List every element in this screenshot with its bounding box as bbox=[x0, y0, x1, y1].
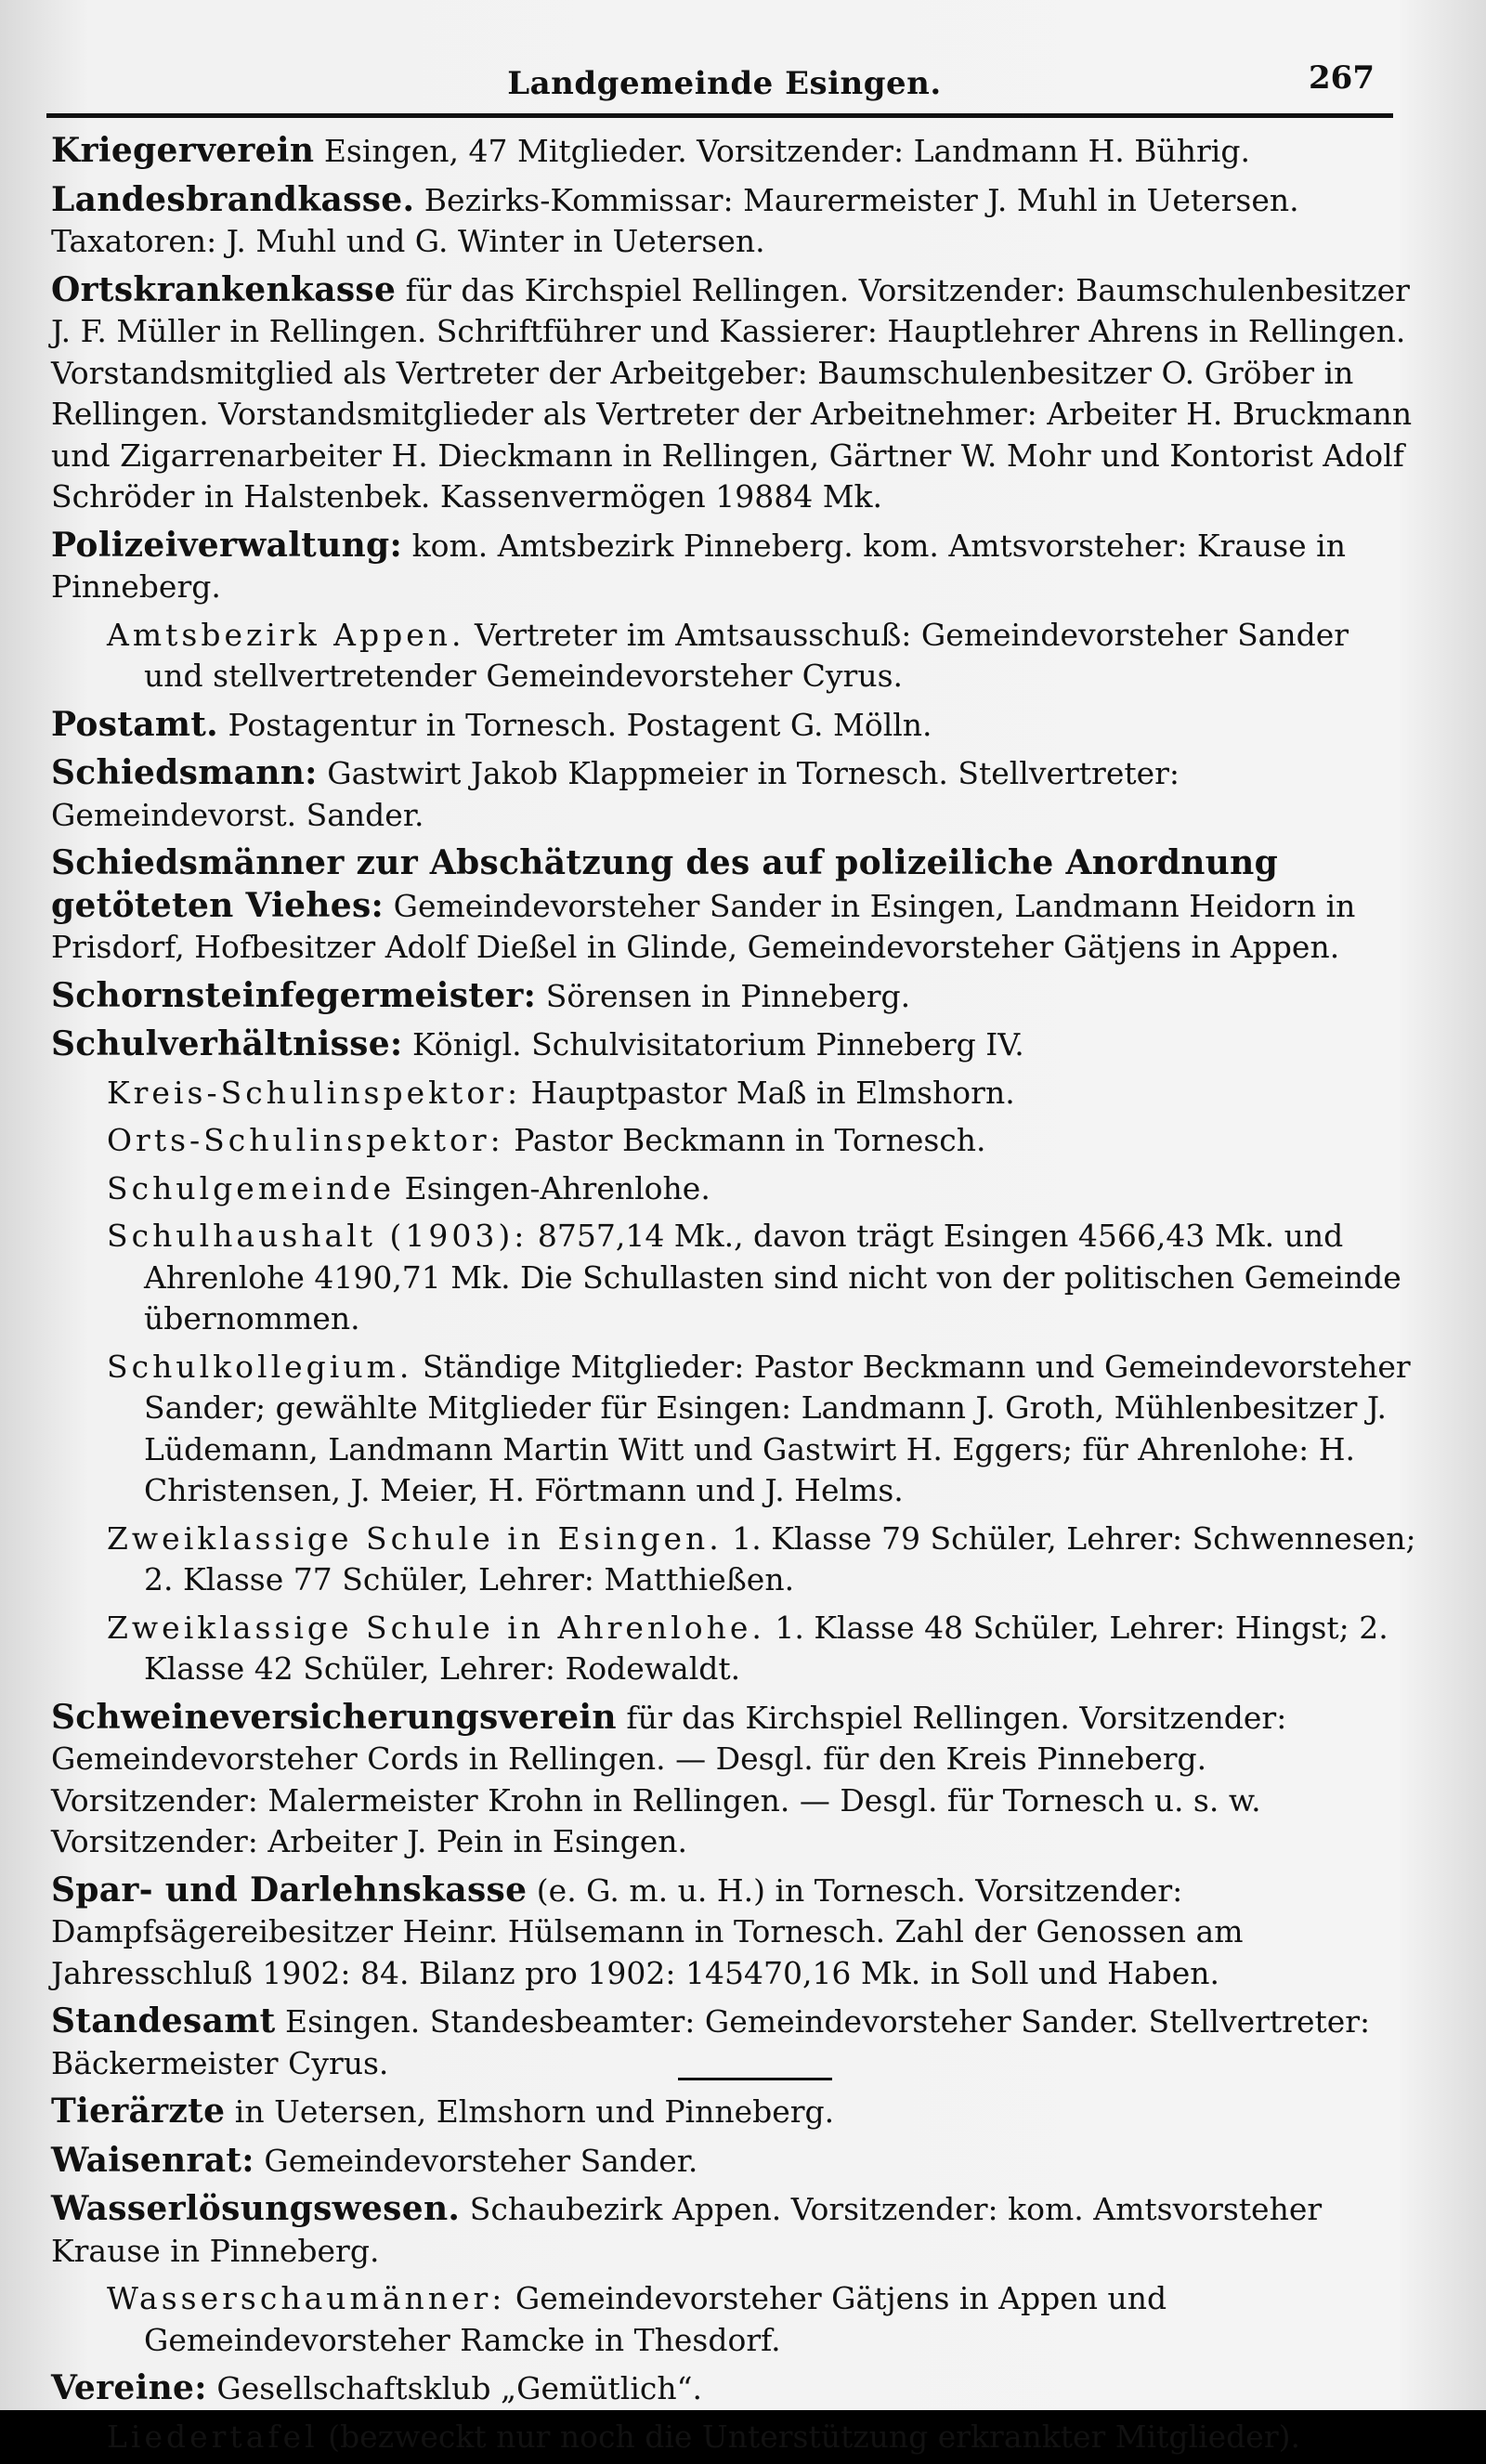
entry-keyword: Schornsteinfegermeister: bbox=[51, 975, 537, 1015]
entry-keyword: Schiedsmänner zur Abschätzung des auf polizeiliche Anordnung getöteten Viehes: bbox=[51, 843, 1279, 925]
entry-text: Gemeindevorsteher Sander. bbox=[254, 2142, 698, 2179]
page-number: 267 bbox=[1309, 59, 1375, 97]
entry-waisenrat bbox=[51, 2140, 1416, 2183]
entry-text: Bezirks-Kommissar: Maurermeister J. Muhl in Uetersen. Taxatoren: J. Muhl und G. Winter in Uetersen. bbox=[51, 181, 1299, 259]
entry-text: Esingen-Ahrenlohe. bbox=[395, 1169, 710, 1206]
entry-schweineversicherung bbox=[51, 1697, 1416, 1863]
entry-tieraerzte bbox=[51, 2091, 1416, 2133]
entry-amtsbezirk-appen bbox=[51, 615, 1416, 697]
entry-text: Sörensen in Pinneberg. bbox=[536, 977, 911, 1014]
entry-text: Pastor Beckmann in Tornesch. bbox=[503, 1122, 986, 1158]
entry-subkeyword: Kreis-Schulinspektor: bbox=[107, 1074, 522, 1111]
entry-liedertafel bbox=[51, 2417, 1416, 2458]
entry-keyword: Schulverhältnisse: bbox=[51, 1024, 403, 1063]
entry-subkeyword: Zweiklassige Schule in Esingen. bbox=[107, 1519, 723, 1557]
entry-vereine bbox=[51, 2367, 1416, 2410]
closing-rule bbox=[678, 2078, 832, 2080]
entry-text: Ständige Mitglieder: Pastor Beckmann und Gemeindevorsteher Sander; gewählte Mitglieder für Esingen: Landmann J. Groth, Mühlenbesitzer J. Lüdemann, Landmann Martin Witt und Gastwirt H. Eggers; für Ahrenlohe: H. Christensen, J. Meier, H. Förtmann und J. Helms. bbox=[144, 1348, 1411, 1508]
entry-kriegerverein bbox=[51, 130, 1416, 173]
entry-subkeyword: Schulhaushalt (1903): bbox=[107, 1218, 528, 1254]
entry-text: Gemeindevorsteher Gätjens in Appen und Gemeindevorsteher Ramcke in Thesdorf. bbox=[144, 2280, 1167, 2358]
entry-wasserschaumaenner bbox=[51, 2278, 1416, 2361]
entry-orts-schulinspektor bbox=[51, 1120, 1416, 1162]
entry-schulhaushalt bbox=[51, 1216, 1416, 1340]
entry-text: Vertreter im Amtsausschuß: Gemeindevorsteher Sander und stellvertretender Gemeindevorsteher Cyrus. bbox=[144, 616, 1349, 694]
entry-text: Esingen, 47 Mitglieder. Vorsitzender: Landmann H. Bührig. bbox=[314, 133, 1250, 169]
entry-text: (e. G. m. u. H.) in Tornesch. Vorsitzender: Dampfsägereibesitzer Heinr. Hülsemann in Tornesch. Zahl der Genossen am Jahresschluß 1902: 84. Bilanz pro 1902: 145470,16 Mk. in Soll und Haben. bbox=[51, 1871, 1244, 1991]
entry-text: Schaubezirk Appen. Vorsitzender: kom. Amtsvorsteher Krause in Pinneberg. bbox=[51, 2191, 1323, 2269]
entry-keyword: Wasserlösungswesen. bbox=[51, 2189, 461, 2228]
entry-standesamt bbox=[51, 2001, 1416, 2084]
entry-keyword: Schiedsmann: bbox=[51, 753, 318, 792]
entry-text: 1. Klasse 79 Schüler, Lehrer: Schwennesen; 2. Klasse 77 Schüler, Lehrer: Matthießen. bbox=[144, 1519, 1416, 1597]
entry-keyword: Vereine: bbox=[51, 2368, 207, 2407]
entry-polizeiverwaltung bbox=[51, 525, 1416, 608]
entry-keyword: Tierärzte bbox=[51, 2092, 226, 2131]
entry-schule-ahrenlohe bbox=[51, 1608, 1416, 1690]
entry-kreis-schulinspektor bbox=[51, 1073, 1416, 1115]
entry-keyword: Kriegerverein bbox=[51, 131, 315, 170]
entry-text: Postagentur in Tornesch. Postagent G. Mölln. bbox=[218, 706, 932, 743]
page-header bbox=[56, 59, 1393, 110]
entry-keyword: Waisenrat: bbox=[51, 2140, 254, 2180]
entry-schulgemeinde bbox=[51, 1168, 1416, 1210]
entry-keyword: Ortskrankenkasse bbox=[51, 269, 397, 309]
page-body bbox=[51, 130, 1416, 2464]
entry-ortskrankenkasse bbox=[51, 269, 1416, 518]
entry-text: Hauptpastor Maß in Elmshorn. bbox=[521, 1074, 1015, 1111]
entry-text: Königl. Schulvisitatorium Pinneberg IV. bbox=[402, 1026, 1024, 1063]
entry-subkeyword: Liedertafel bbox=[107, 2418, 319, 2455]
entry-text: 8757,14 Mk., davon trägt Esingen 4566,43 Mk. und Ahrenlohe 4190,71 Mk. Die Schullasten sind nicht von der politischen Gemeinde übernommen. bbox=[144, 1218, 1401, 1336]
entry-landesbrandkasse bbox=[51, 179, 1416, 263]
entry-schiedsmaenner bbox=[51, 842, 1416, 969]
entry-schornsteinfeger bbox=[51, 975, 1416, 1018]
entry-text: Esingen. Standesbeamter: Gemeindevorsteher Sander. Stellvertreter: Bäckermeister Cyrus. bbox=[51, 2003, 1371, 2081]
entry-text: Gemeindevorsteher Sander in Esingen, Landmann Heidorn in Prisdorf, Hofbesitzer Adolf Dießel in Glinde, Gemeindevorsteher Gätjens in Appen. bbox=[51, 887, 1356, 965]
entry-keyword: Landesbrandkasse. bbox=[51, 179, 415, 219]
entry-schiedsmann bbox=[51, 752, 1416, 836]
entry-schulkollegium bbox=[51, 1347, 1416, 1512]
entry-keyword: Polizeiverwaltung: bbox=[51, 525, 403, 565]
entry-subkeyword: Schulgemeinde bbox=[107, 1169, 396, 1206]
entry-text: 1. Klasse 48 Schüler, Lehrer: Hingst; 2. Klasse 42 Schüler, Lehrer: Rodewaldt. bbox=[144, 1609, 1388, 1687]
entry-subkeyword: Wasserschaumänner: bbox=[107, 2280, 506, 2316]
entry-postamt bbox=[51, 704, 1416, 747]
entry-sparkasse bbox=[51, 1870, 1416, 1995]
entry-keyword: Standesamt bbox=[51, 2001, 276, 2040]
entry-text: kom. Amtsbezirk Pinneberg. kom. Amtsvorsteher: Krause in Pinneberg. bbox=[51, 527, 1346, 605]
entry-schule-esingen bbox=[51, 1519, 1416, 1601]
entry-text: Gesellschaftsklub „Gemütlich“. bbox=[206, 2370, 702, 2406]
entry-keyword: Postamt. bbox=[51, 704, 218, 744]
entry-text: für das Kirchspiel Rellingen. Vorsitzender: Baumschulenbesitzer J. F. Müller in Rellingen. Schriftführer und Kassierer: Hauptlehrer Ahrens in Rellingen. Vorstandsmitglied als Vertreter der Arbeitgeber: Baumschulenbesitzer O. Gröber in Rellingen. Vorstandsmitglieder als Vertreter der Arbeitnehmer: Arbeiter H. Bruckmann und Zigarrenarbeiter H. Dieckmann in Rellingen, Gärtner W. Mohr und Kontorist Adolf Schröder in Halstenbek. Kassenvermögen 19884 Mk. bbox=[51, 271, 1413, 515]
entry-subkeyword: Amtsbezirk Appen. bbox=[107, 616, 465, 653]
entry-keyword: Schweineversicherungsverein bbox=[51, 1697, 617, 1737]
entry-schulverhaeltnisse bbox=[51, 1023, 1416, 1066]
entry-subkeyword: Schulkollegium. bbox=[107, 1348, 413, 1385]
entry-text: (bezweckt nur noch die Unterstützung erkrankter Mitglieder). bbox=[318, 2418, 1300, 2455]
entry-keyword: Spar- und Darlehnskasse bbox=[51, 1870, 528, 1910]
entry-subkeyword: Zweiklassige Schule in Ahrenlohe. bbox=[107, 1609, 765, 1646]
header-rule bbox=[46, 113, 1393, 118]
entry-text: Gastwirt Jakob Klappmeier in Tornesch. Stellvertreter: Gemeindevorst. Sander. bbox=[51, 755, 1180, 833]
entry-subkeyword: Orts-Schulinspektor: bbox=[107, 1122, 504, 1158]
entry-text: in Uetersen, Elmshorn und Pinneberg. bbox=[225, 2093, 835, 2130]
entry-text: für das Kirchspiel Rellingen. Vorsitzender: Gemeindevorsteher Cords in Rellingen. — Desgl. für den Kreis Pinneberg. Vorsitzender: Malermeister Krohn in Rellingen. — Desgl. für Tornesch u. s. w. Vorsitzender: Arbeiter J. Pein in Esingen. bbox=[51, 1699, 1287, 1859]
entry-wasserloesungswesen bbox=[51, 2188, 1416, 2272]
page-title: Landgemeinde Esingen. bbox=[507, 65, 942, 102]
